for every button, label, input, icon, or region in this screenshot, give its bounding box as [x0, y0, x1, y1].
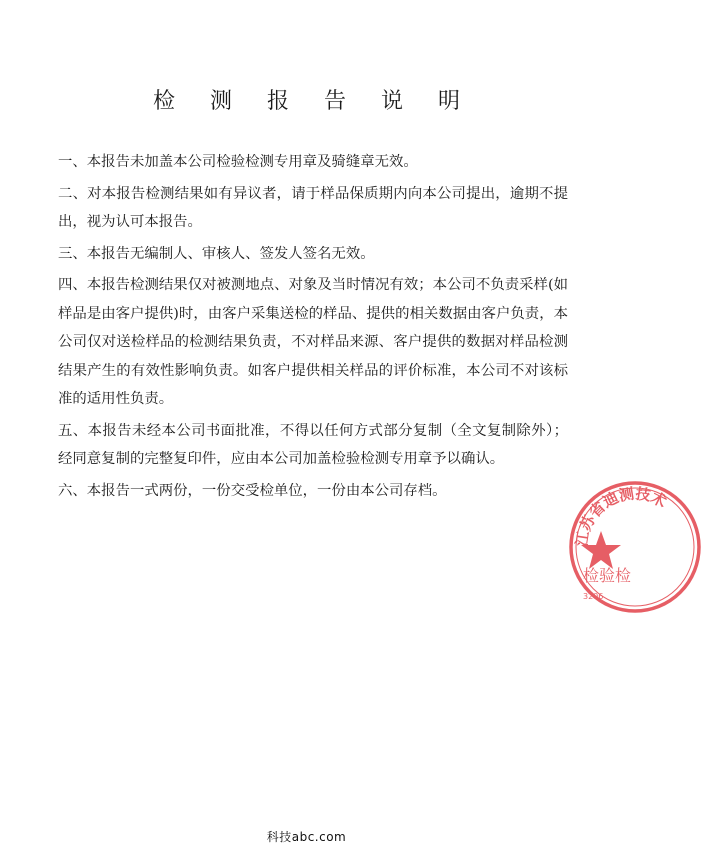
clause-2: 二、对本报告检测结果如有异议者，请于样品保质期内向本公司提出，逾期不提出，视为认可本报告。	[58, 185, 568, 230]
clause-6: 六、本报告一式两份，一份交受检单位，一份由本公司存档。	[58, 482, 447, 499]
clause-1: 一、本报告未加盖本公司检验检测专用章及骑缝章无效。	[58, 154, 418, 170]
clause-3: 三、本报告无编制人、审核人、签发人签名无效。	[58, 245, 375, 262]
page-title: 检 测 报 告 说 明	[153, 89, 474, 114]
company-seal-stamp	[565, 477, 705, 617]
clause-list	[58, 148, 568, 508]
footer-watermark: 科技abc.com	[266, 830, 347, 844]
seal-bottom-text: 检验检	[583, 566, 632, 585]
seal-arc-text: 江苏省迪测技术	[572, 484, 670, 548]
clause-4: 四、本报告检测结果仅对被测地点、对象及当时情况有效；本公司不负责采样(如样品是由客户提供)时，由客户采集送检的样品、提供的相关数据由客户负责，本公司仅对送检样品的检测结果负责，不对样品来源、客户提供的数据对样品检测结果产生的有效性影响负责。如客户提供相关样品的评价标准，本公司不对该标准的适用性负责。	[58, 277, 568, 407]
seal-number: 3206	[583, 592, 604, 601]
clause-5: 五、本报告未经本公司书面批准，不得以任何方式部分复制（全文复制除外）；经同意复制的完整复印件，应由本公司加盖检验检测专用章予以确认。	[58, 422, 568, 467]
